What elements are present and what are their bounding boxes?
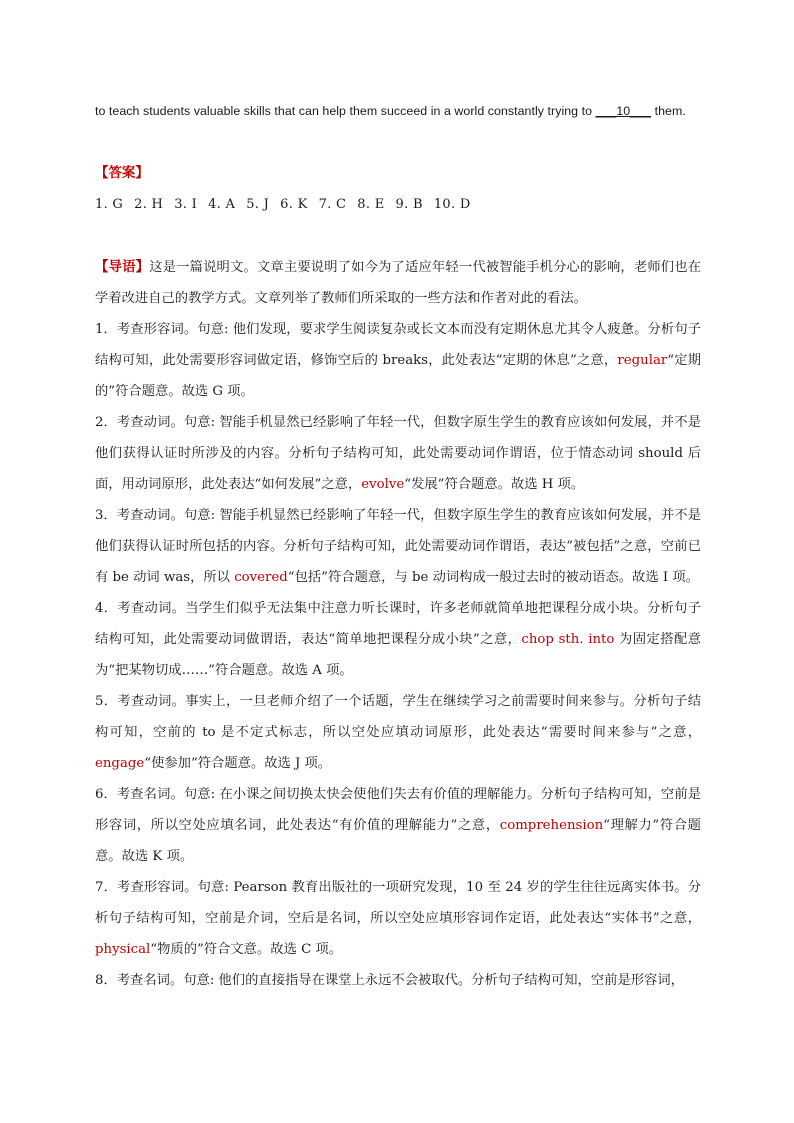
explanation-text: “理解力”符合题意。故选 K 项。 (95, 818, 701, 864)
explanation-text: “发展”符合题意。故选 H 项。 (404, 477, 585, 492)
answer-heading: 【答案】 (95, 165, 149, 181)
answer-word: covered (234, 570, 288, 585)
question-text-after: them. (651, 104, 686, 118)
answer-item: 6. K (280, 197, 308, 212)
answer-item: 5. J (246, 197, 270, 212)
explanation-text: “使参加”符合题意。故选 J 项。 (144, 756, 332, 771)
explanation-1 (95, 314, 701, 407)
explanation-text: 1．考查形容词。句意: 他们发现，要求学生阅读复杂或长文本而没有定期休息尤其令人疲惫。分析句子结构可知，此处需要形容词做定语，修饰空后的 breaks，此处表达“定期的休息”之意， (95, 322, 701, 368)
explanation-text: “定期的”符合题意。故选 G 项。 (95, 353, 701, 399)
question-line-10 (95, 101, 715, 121)
explanation-8 (95, 965, 701, 996)
answer-item: 3. I (174, 197, 198, 212)
guide-paragraph (95, 252, 701, 314)
explanation-7 (95, 872, 701, 965)
explanation-text: 5．考查动词。事实上，一旦老师介绍了一个话题，学生在继续学习之前需要时间来参与。分析句子结构可知，空前的 to 是不定式标志，所以空处应填动词原形，此处表达“需要时间来参与”之意， (95, 694, 701, 740)
answer-word: physical (95, 942, 151, 957)
question-text-before: to teach students valuable skills that can help them succeed in a world constantly trying to (95, 104, 596, 118)
explanation-text: 8．考查名词。句意: 他们的直接指导在课堂上永远不会被取代。分析句子结构可知，空前是形容词， (95, 973, 684, 988)
answer-item: 1. G (95, 197, 124, 212)
explanation-2 (95, 407, 701, 500)
explanation-text: 2．考查动词。句意: 智能手机显然已经影响了年轻一代，但数字原生学生的教育应该如何发展，并不是他们获得认证时所涉及的内容。分析句子结构可知，此处需要动词作谓语，位于情态动词 should 后面，用动词原形，此处表达“如何发展”之意， (95, 415, 701, 492)
explanation-3 (95, 500, 701, 593)
answer-word: evolve (361, 477, 405, 492)
answer-word: comprehension (499, 818, 604, 833)
guide-label: 【导语】 (95, 259, 150, 275)
explanation-body (95, 252, 701, 996)
explanation-text: 7．考查形容词。句意: Pearson 教育出版社的一项研究发现，10 至 24 岁的学生往往远离实体书。分析句子结构可知，空前是介词，空后是名词，所以空处应填形容词作定语，此处表达“实体书”之意， (95, 880, 701, 926)
explanation-6 (95, 779, 701, 872)
explanation-text: “物质的”符合文意。故选 C 项。 (150, 942, 343, 957)
explanation-text: “包括”符合题意，与 be 动词构成一般过去时的被动语态。故选 I 项。 (287, 570, 699, 585)
explanation-text: 3．考查动词。句意: 智能手机显然已经影响了年轻一代，但数字原生学生的教育应该如何发展，并不是他们获得认证时所包括的内容。分析句子结构可知，此处需要动词作谓语，表达“被包括”之意，空前已有 be 动词 was，所以 (95, 508, 701, 585)
answer-key-list (95, 195, 715, 215)
explanation-text: 为固定搭配意为“把某物切成……”符合题意。故选 A 项。 (95, 632, 701, 678)
guide-text: 这是一篇说明文。文章主要说明了如今为了适应年轻一代被智能手机分心的影响，老师们也在学着改进自己的教学方式。文章列举了教师们所采取的一些方法和作者对此的看法。 (95, 260, 702, 306)
answer-item: 9. B (395, 197, 423, 212)
answer-word: chop sth. into (521, 632, 615, 647)
answer-item: 4. A (208, 197, 236, 212)
explanation-text: 4．考查动词。当学生们似乎无法集中注意力听长课时，许多老师就简单地把课程分成小块。分析句子结构可知，此处需要动词做谓语，表达“简单地把课程分成小块”之意， (95, 601, 701, 647)
answer-item: 10. D (433, 197, 471, 212)
answer-item: 2. H (134, 197, 164, 212)
answer-item: 7. C (318, 197, 347, 212)
blank-10: ___10___ (595, 104, 652, 118)
explanation-text: 6．考查名词。句意: 在小课之间切换太快会使他们失去有价值的理解能力。分析句子结构可知，空前是形容词，所以空处应填名词，此处表达“有价值的理解能力”之意， (95, 787, 701, 833)
answer-item: 8. E (357, 197, 385, 212)
answer-word: regular (617, 353, 668, 368)
explanation-5 (95, 686, 701, 779)
explanation-4 (95, 593, 701, 686)
answer-word: engage (95, 756, 145, 771)
